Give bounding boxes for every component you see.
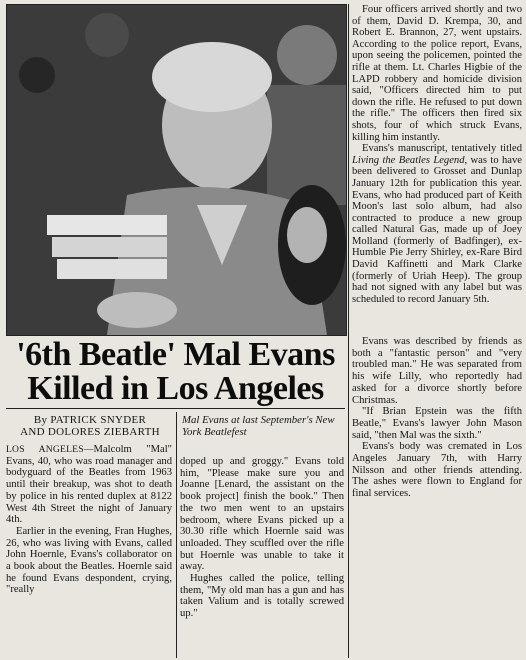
paragraph: Earlier in the evening, Fran Hughes, 26, who was living with Evans, called John Hoernle, Evans's collaborator on a book about the Beatles. Hoernle said he found Evans despondent, crying, "really (6, 525, 172, 596)
paragraph: Evans's body was cremated in Los Angeles January 7th, with Harry Nilsson and other friends attending. The ashes were flown to England for final services. (352, 441, 522, 500)
paragraph (352, 143, 522, 305)
photo-illustration (7, 5, 346, 335)
column-divider (348, 4, 349, 658)
text-span: Evans's manuscript, tentatively titled (362, 143, 522, 155)
divider (6, 408, 345, 409)
article-column-right-top (352, 4, 522, 339)
headline-line-2: Killed in Los Angeles (27, 370, 324, 407)
dateline: LOS ANGELES— (6, 444, 94, 455)
byline-line-1: By PATRICK SNYDER (33, 414, 147, 426)
book-title: Living the Beatles Legend (352, 154, 465, 166)
article-column-middle (180, 456, 344, 660)
headline (6, 338, 345, 406)
byline-line-2: AND DOLORES ZIEBARTH (20, 426, 160, 438)
text-span: Malcolm "Mal" Evans, 40, who was road manager and bodyguard of the Beatles from 1963 until their breakup, was shot to death by police in his rented duplex at 8122 West 4th Street the night of January 4th. (6, 444, 172, 526)
byline (6, 414, 174, 438)
paragraph (6, 444, 172, 526)
column-divider (176, 412, 177, 658)
headline-line-1: '6th Beatle' Mal Evans (16, 336, 335, 373)
text-span: , was to have been delivered to Grosset and Dunlap January 12th for publication this year. Evans, who had produced part of Keith Moon's last solo album, had also contracted to produce a new group called Natural Gas, made up of Joey Molland (formerly of Badfinger), ex-Humble Pie Jerry Shirley, ex-Rare Bird David Kaffinetti and Mark Clarke (formerly of Uriah Heep). The group had not signed with any label but was scheduled to record January 5th. (352, 154, 522, 305)
paragraph: doped up and groggy." Evans told him, "Please make sure you and Joanne [Lenard, the assistant on the book project] finish the book." Then the two men went to an upstairs bedroom, where Evans picked up a 30.30 rifle which Hoernle said was unloaded. They scuffled over the rifle but Hoernle was unable to take it away. (180, 456, 344, 573)
paragraph: Four officers arrived shortly and two of them, David D. Krempa, 30, and Robert E. Brannon, 27, went upstairs. According to the police report, Evans, upon seeing the policemen, pointed the rifle at them. Lt. Charles Higbie of the LAPD robbery and homicide division said, "Officers directed him to put down the rifle. He refused to put down the rifle." The officers then fired six shots, four of which struck Evans, killing him instantly. (352, 4, 522, 143)
article-column-right-bottom (352, 336, 522, 658)
photo-caption: Mal Evans at last September's New York Beatlefest (182, 414, 335, 438)
paragraph: Evans was described by friends as both a "fantastic person" and "very troubled man." He was separated from his wife Lilly, who reportedly had asked for a divorce shortly before Christmas. (352, 336, 522, 406)
paragraph: "If Brian Epstein was the fifth Beatle," Evans's lawyer John Mason said, "then Mal was the sixth." (352, 406, 522, 441)
news-photo (6, 4, 347, 336)
paragraph: Hughes called the police, telling them, "My old man has a gun and has taken Valium and is totally screwed up." (180, 573, 344, 620)
article-column-left (6, 444, 172, 658)
